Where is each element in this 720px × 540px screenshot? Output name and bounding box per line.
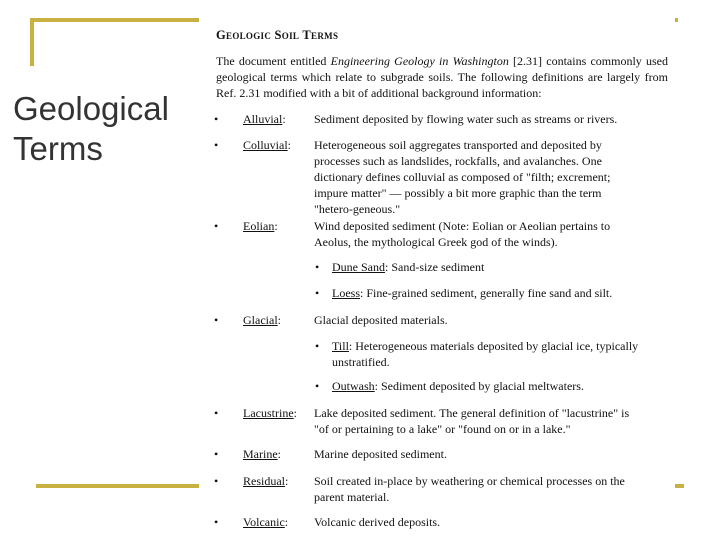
- sub-bullet: •: [315, 339, 320, 353]
- intro-text-after: [2.31] contains commonly used geological terms which relate to subgrade soils. The following definitions are largely from Ref. 2.31 modified with a bit of additional background information:: [216, 54, 669, 100]
- sub-entry-text: Loess: Fine-grained sediment, generally fine sand and silt.: [332, 286, 613, 300]
- sub-entry-text: Outwash: Sediment deposited by glacial meltwaters.: [332, 379, 584, 393]
- intro-text-before: The document entitled: [216, 54, 331, 68]
- term-label: Alluvial:: [243, 112, 286, 126]
- sub-entry-text: Dune Sand: Sand-size sediment: [332, 260, 485, 274]
- term-label: Residual:: [243, 474, 289, 488]
- term-definition: Lake deposited sediment. The general definition of "lacustrine" is "of or pertaining to a lake" or "found on or in a lake.": [314, 406, 630, 436]
- term-label: Colluvial:: [243, 138, 292, 152]
- intro-paragraph: [216, 53, 668, 101]
- term-label: Lacustrine:: [243, 406, 297, 420]
- term-label: Eolian:: [243, 219, 278, 233]
- sub-bullet: •: [315, 379, 320, 393]
- term-label: Glacial:: [243, 313, 281, 327]
- sub-bullet: •: [315, 260, 320, 274]
- bullet: •: [214, 515, 219, 529]
- bullet: •: [214, 138, 219, 152]
- term-definition: Sediment deposited by flowing water such as streams or rivers.: [314, 112, 618, 126]
- bullet: •: [214, 112, 219, 126]
- document-image: [199, 14, 675, 540]
- term-definition: Volcanic derived deposits.: [314, 515, 441, 529]
- accent-bar-vertical: [30, 18, 34, 66]
- term-label: Volcanic:: [243, 515, 289, 529]
- bullet: •: [214, 447, 219, 461]
- term-label: Marine:: [243, 447, 281, 461]
- term-definition: Soil created in-place by weathering or chemical processes on the parent material.: [314, 474, 625, 504]
- bullet: •: [214, 219, 219, 233]
- term-definition: Heterogeneous soil aggregates transported and deposited by processes such as landslides, rockfalls, and avalanches. One dictionary defines colluvial as composed of "filth; excrement; impure matter" — possibly a bit more graphic than the term "hetero-geneous.": [314, 138, 611, 216]
- term-definition: Wind deposited sediment (Note: Eolian or Aeolian pertains to Aeolus, the mythological Greek god of the winds).: [314, 219, 611, 249]
- document-heading: Geologic Soil Terms: [216, 28, 339, 42]
- sub-bullet: •: [315, 286, 320, 300]
- bullet: •: [214, 406, 219, 420]
- bullet: •: [214, 474, 219, 488]
- term-definition: Marine deposited sediment.: [314, 447, 447, 461]
- bullet: •: [214, 313, 219, 327]
- slide-title: Geological Terms: [13, 90, 169, 167]
- source-document-title: Engineering Geology in Washington: [330, 54, 509, 68]
- term-definition: Glacial deposited materials.: [314, 313, 448, 327]
- sub-entry-text: Till: Heterogeneous materials deposited by glacial ice, typically unstratified.: [332, 339, 639, 369]
